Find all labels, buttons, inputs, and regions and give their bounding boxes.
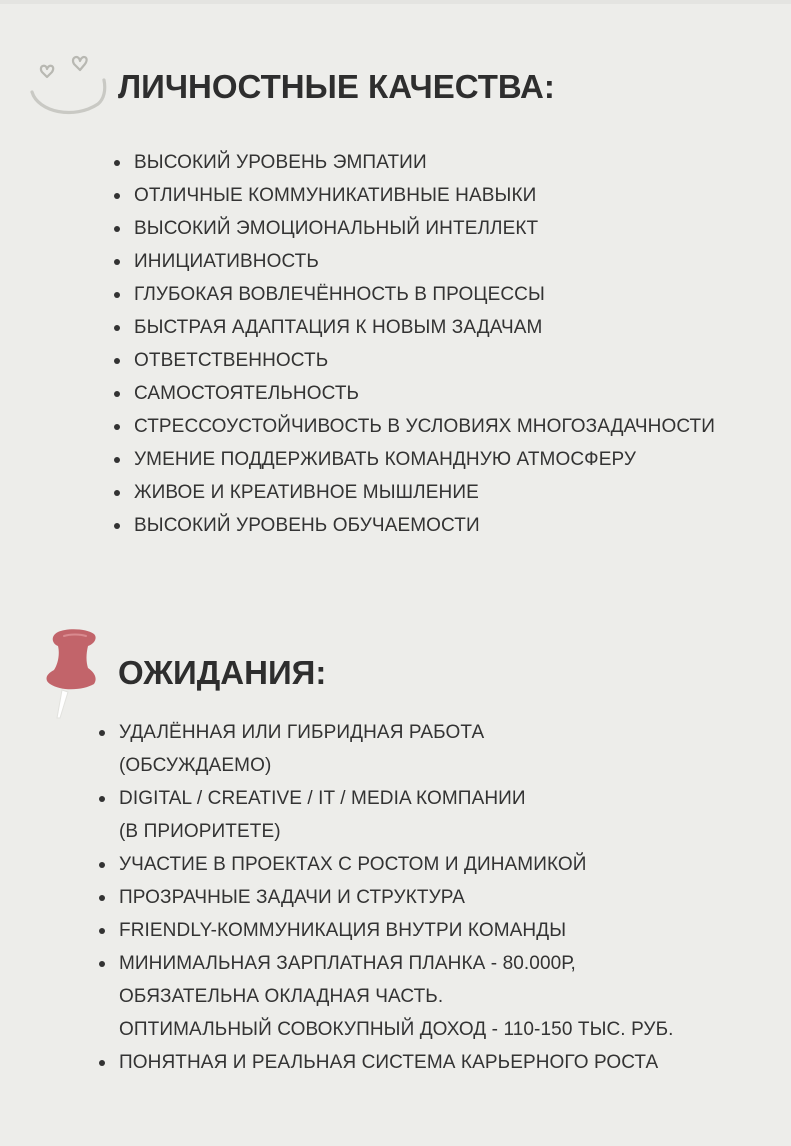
list-item [119, 848, 674, 881]
list-item: БЫСТРАЯ АДАПТАЦИЯ К НОВЫМ ЗАДАЧАМ [134, 311, 715, 344]
list-item: ОТЛИЧНЫЕ КОММУНИКАТИВНЫЕ НАВЫКИ [134, 179, 715, 212]
list-item: ЖИВОЕ И КРЕАТИВНОЕ МЫШЛЕНИЕ [134, 476, 715, 509]
list-item-line: ОБЯЗАТЕЛЬНА ОКЛАДНАЯ ЧАСТЬ. [119, 986, 444, 1007]
page-top-border [0, 0, 791, 4]
list-item: ГЛУБОКАЯ ВОВЛЕЧЁННОСТЬ В ПРОЦЕССЫ [134, 278, 715, 311]
list-item-line: ПОНЯТНАЯ И РЕАЛЬНАЯ СИСТЕМА КАРЬЕРНОГО РОСТА [119, 1052, 659, 1073]
list-item-line: МИНИМАЛЬНАЯ ЗАРПЛАТНАЯ ПЛАНКА - 80.000Р, [119, 953, 576, 974]
list-item [119, 782, 674, 848]
smile-hearts-icon [24, 44, 110, 120]
list-item-line: ПРОЗРАЧНЫЕ ЗАДАЧИ И СТРУКТУРА [119, 887, 466, 908]
list-item [119, 881, 674, 914]
list-item: ВЫСОКИЙ УРОВЕНЬ ЭМПАТИИ [134, 146, 715, 179]
qualities-title: ЛИЧНОСТНЫЕ КАЧЕСТВА: [118, 68, 555, 105]
list-item: СТРЕССОУСТОЙЧИВОСТЬ В УСЛОВИЯХ МНОГОЗАДАЧНОСТИ [134, 410, 715, 443]
qualities-list [134, 146, 715, 542]
list-item-line: УЧАСТИЕ В ПРОЕКТАХ С РОСТОМ И ДИНАМИКОЙ [119, 854, 587, 875]
list-item: ВЫСОКИЙ УРОВЕНЬ ОБУЧАЕМОСТИ [134, 509, 715, 542]
list-item [119, 716, 674, 782]
list-item-line: FRIENDLY-КОММУНИКАЦИЯ ВНУТРИ КОМАНДЫ [119, 920, 567, 941]
list-item [119, 947, 674, 1046]
list-item [119, 914, 674, 947]
push-pin-icon [40, 626, 102, 722]
list-item: САМОСТОЯТЕЛЬНОСТЬ [134, 377, 715, 410]
list-item-line: (ОБСУЖДАЕМО) [119, 755, 272, 776]
list-item [119, 1046, 674, 1079]
expectations-title: ОЖИДАНИЯ: [118, 654, 327, 691]
list-item: ВЫСОКИЙ ЭМОЦИОНАЛЬНЫЙ ИНТЕЛЛЕКТ [134, 212, 715, 245]
list-item-line: DIGITAL / CREATIVE / IT / MEDIA КОМПАНИИ [119, 788, 526, 809]
list-item-line: (В ПРИОРИТЕТЕ) [119, 821, 281, 842]
list-item: ИНИЦИАТИВНОСТЬ [134, 245, 715, 278]
list-item: УМЕНИЕ ПОДДЕРЖИВАТЬ КОМАНДНУЮ АТМОСФЕРУ [134, 443, 715, 476]
list-item-line: УДАЛЁННАЯ ИЛИ ГИБРИДНАЯ РАБОТА [119, 722, 485, 743]
expectations-list [119, 716, 674, 1079]
list-item-line: ОПТИМАЛЬНЫЙ СОВОКУПНЫЙ ДОХОД - 110-150 ТЫС. РУБ. [119, 1019, 674, 1040]
list-item: ОТВЕТСТВЕННОСТЬ [134, 344, 715, 377]
